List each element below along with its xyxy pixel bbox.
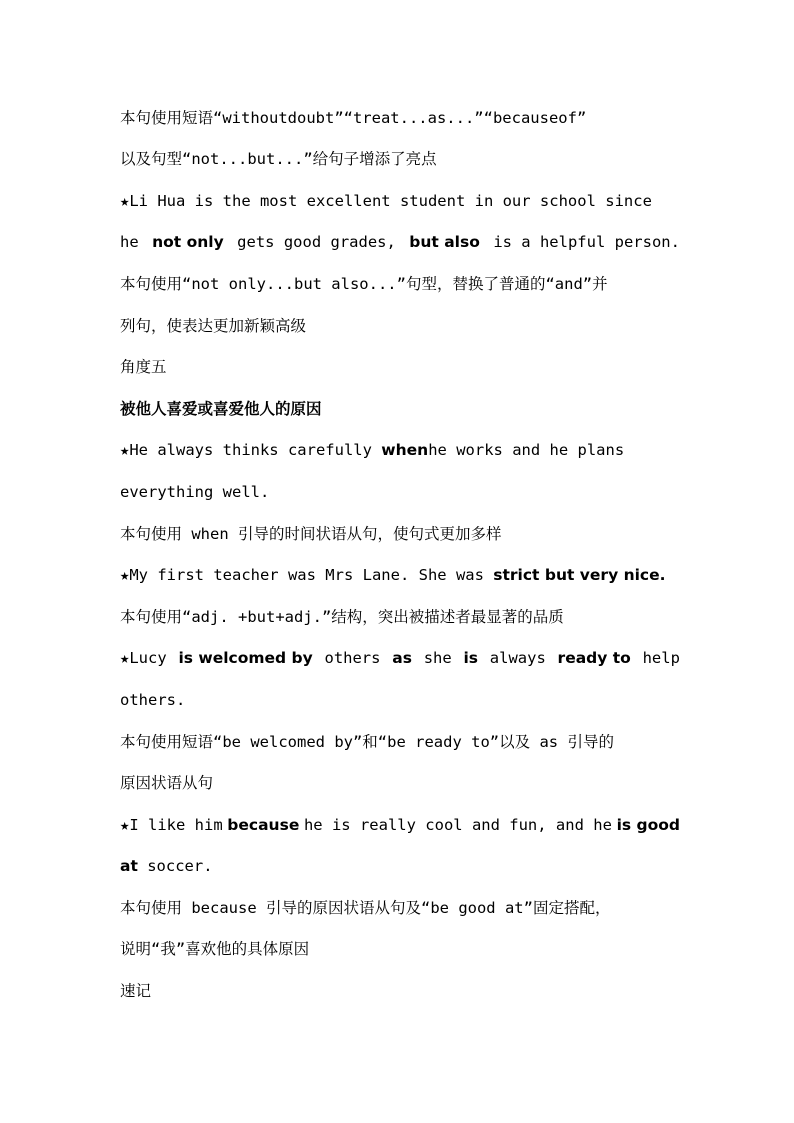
- bold-phrase: is good: [616, 816, 680, 834]
- text-line: [120, 648, 680, 668]
- bold-phrase: is: [463, 649, 479, 667]
- text-line: 以及句型“not...but...”给句子增添了亮点: [120, 150, 437, 168]
- text-line: 本句使用“not only...but also...”句型，替换了普通的“and”并: [120, 275, 608, 293]
- plain-text: soccer.: [137, 857, 213, 875]
- section-label: 速记: [120, 982, 152, 1000]
- plain-text: ★My first teacher was Mrs Lane. She was: [120, 566, 494, 584]
- bold-phrase: when: [381, 441, 429, 459]
- text-line: everything well.: [120, 483, 270, 501]
- bold-phrase: strict but very nice.: [493, 566, 666, 584]
- text-line: 本句使用短语“withoutdoubt”“treat...as...”“becauseof”: [120, 109, 587, 127]
- plain-text: he is really cool and fun, and he: [303, 816, 612, 834]
- text-line: ★Li Hua is the most excellent student in our school since: [120, 192, 652, 210]
- plain-text: is a helpful person.: [493, 233, 680, 251]
- plain-text: ★Lucy: [120, 649, 167, 667]
- plain-text: ★He always thinks carefully: [120, 441, 382, 459]
- plain-text: she: [423, 649, 452, 667]
- bold-phrase: not only: [152, 233, 224, 251]
- plain-text: always: [489, 649, 546, 667]
- text-line: 说明“我”喜欢他的具体原因: [120, 940, 310, 958]
- text-line: 列句，使表达更加新颖高级: [120, 317, 307, 335]
- text-line: 本句使用 when 引导的时间状语从句，使句式更加多样: [120, 525, 502, 543]
- bold-phrase: but also: [409, 233, 480, 251]
- plain-text: help: [642, 649, 680, 667]
- text-line: 原因状语从句: [120, 774, 214, 792]
- text-line: [120, 815, 680, 835]
- section-heading: 被他人喜爱或喜爱他人的原因: [120, 400, 322, 418]
- plain-text: others: [324, 649, 381, 667]
- plain-text: he works and he plans: [428, 441, 625, 459]
- plain-text: ★I like him: [120, 816, 223, 834]
- plain-text: gets good grades,: [237, 233, 396, 251]
- bold-phrase: is welcomed by: [178, 649, 313, 667]
- text-line: 本句使用 because 引导的原因状语从句及“be good at”固定搭配，: [120, 899, 611, 917]
- text-line: [120, 856, 680, 876]
- text-line: [120, 232, 680, 252]
- text-line: [120, 440, 680, 460]
- text-line: [120, 565, 680, 585]
- section-label: 角度五: [120, 358, 167, 376]
- text-line: 本句使用短语“be welcomed by”和“be ready to”以及 as 引导的: [120, 733, 614, 751]
- plain-text: he: [120, 233, 139, 251]
- bold-phrase: at: [120, 857, 138, 875]
- bold-phrase: ready to: [557, 649, 631, 667]
- text-line: others.: [120, 691, 186, 709]
- bold-phrase: because: [227, 816, 300, 834]
- text-line: 本句使用“adj. +but+adj.”结构，突出被描述者最显著的品质: [120, 608, 564, 626]
- bold-phrase: as: [392, 649, 412, 667]
